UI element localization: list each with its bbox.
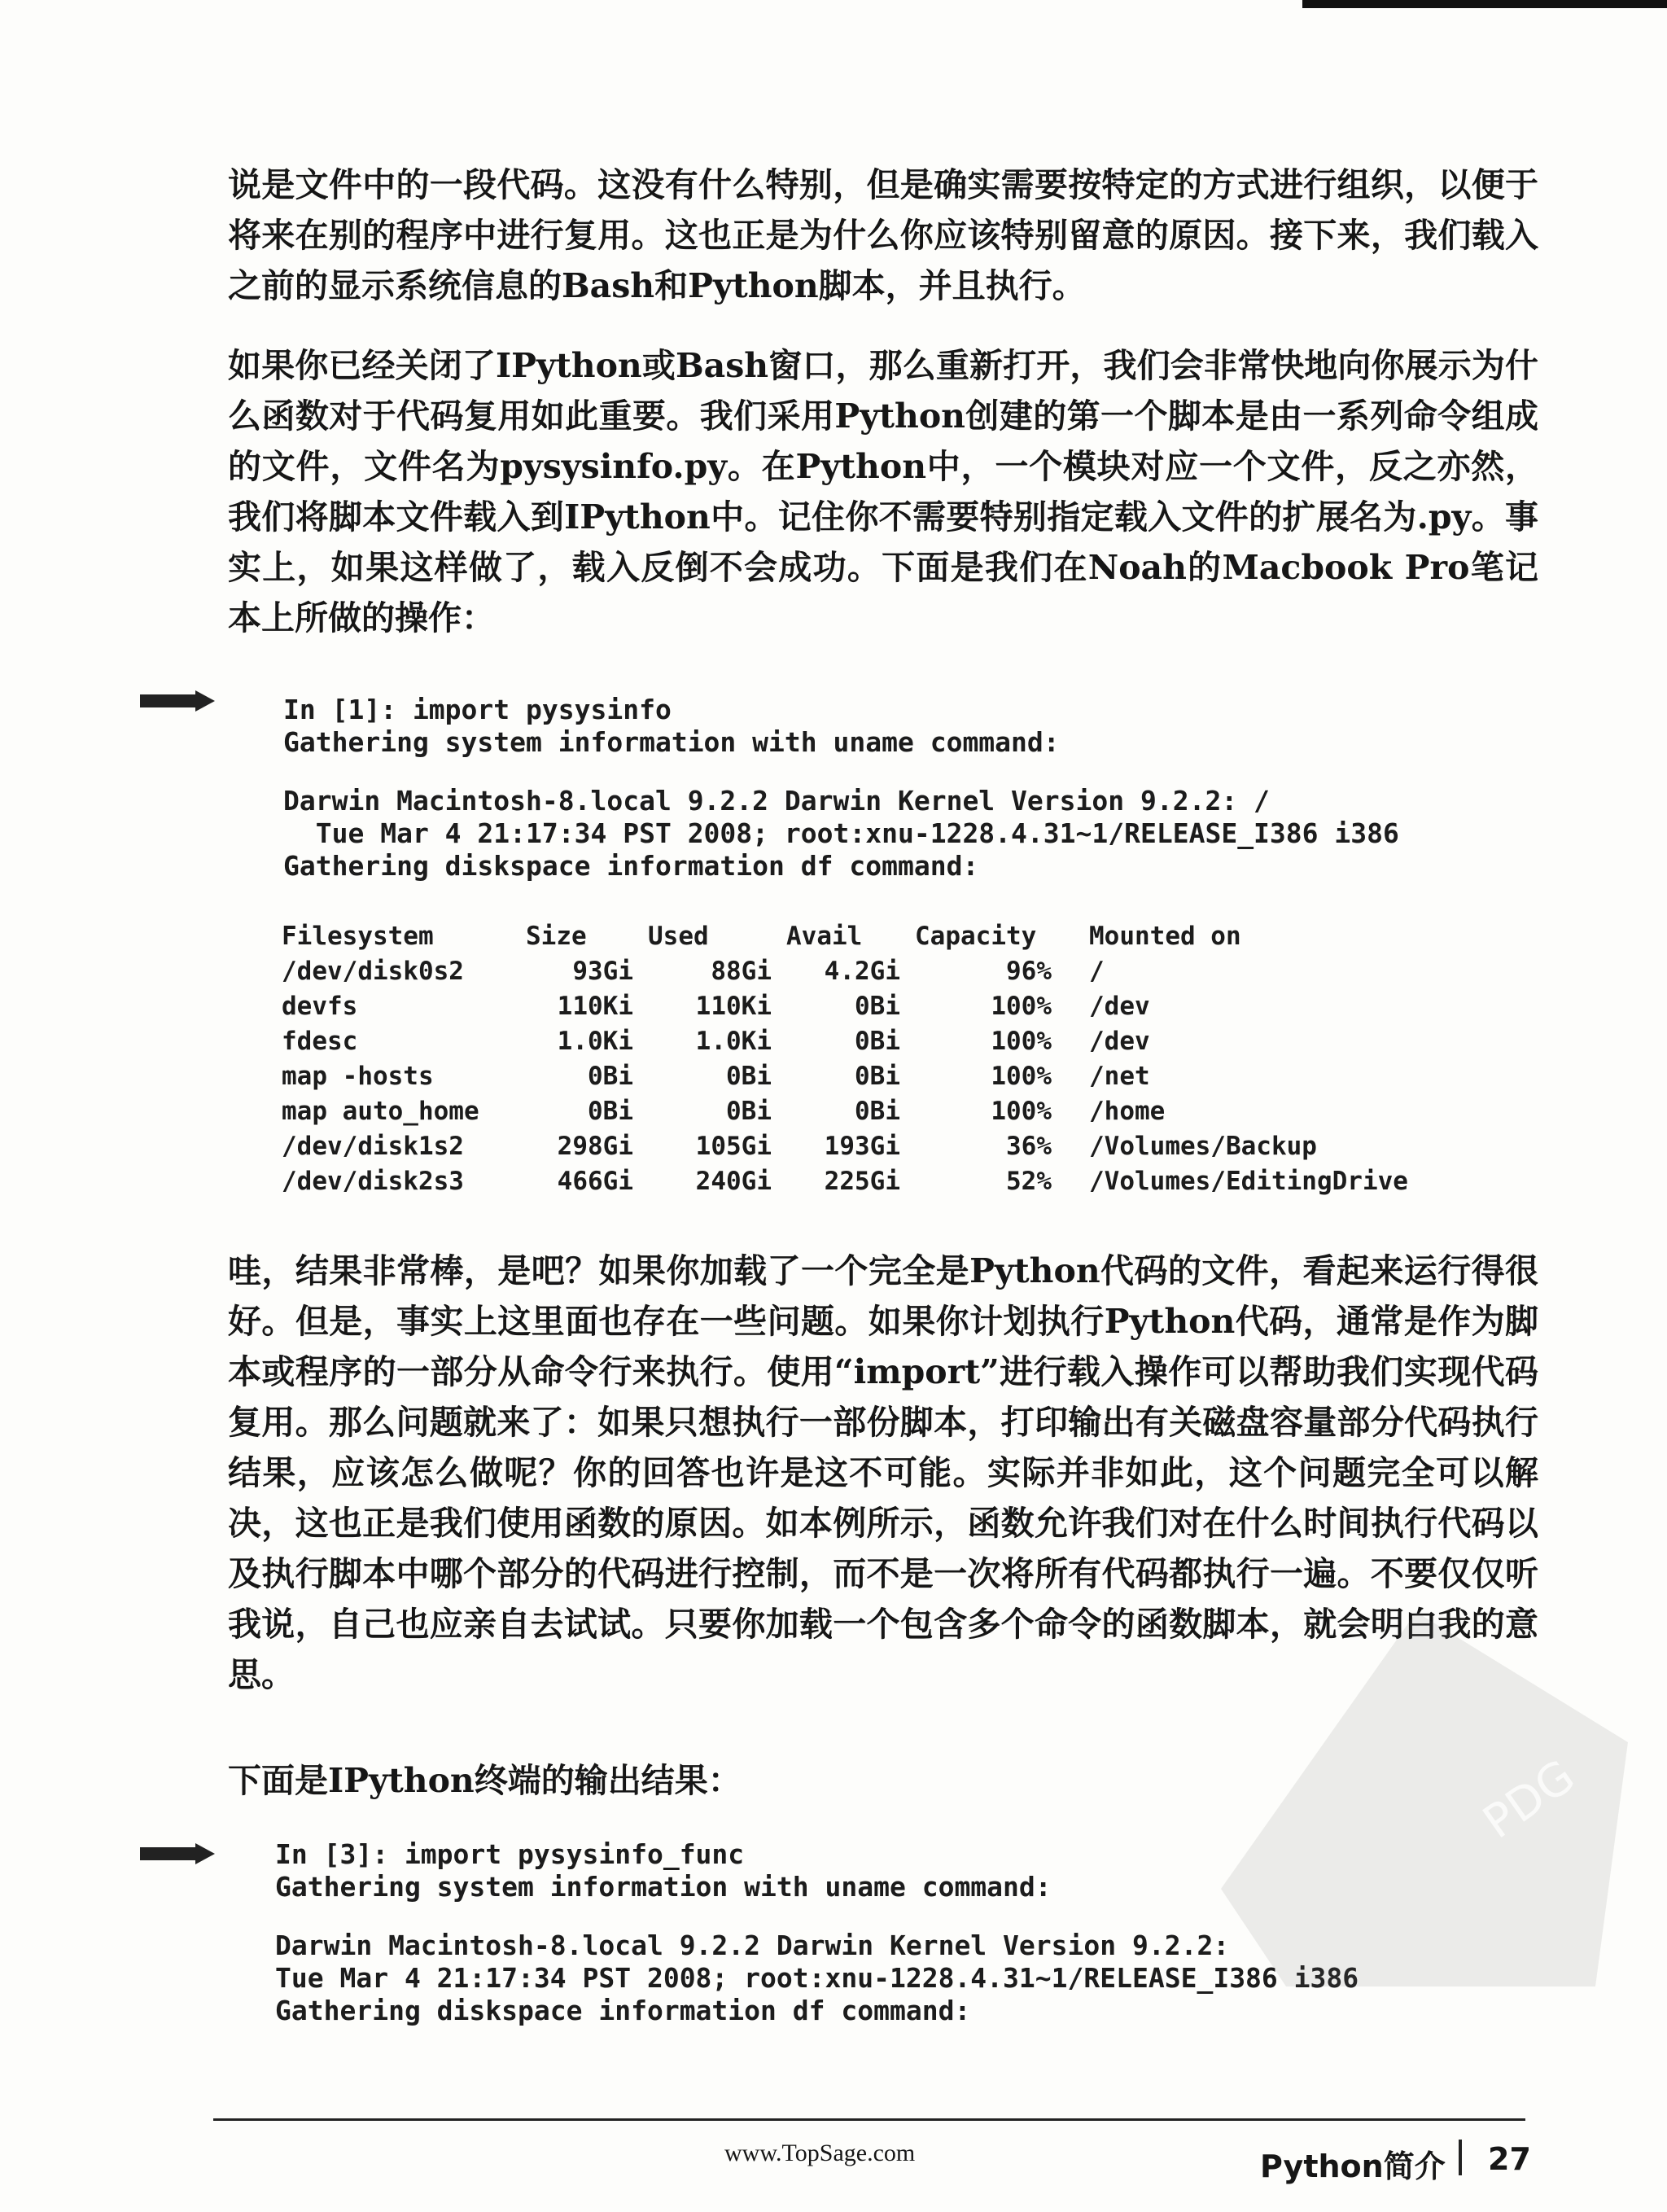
margin-arrow-icon: [140, 690, 215, 712]
table-cell: /dev/disk0s2: [282, 956, 464, 986]
table-cell: 100%: [991, 1096, 1052, 1126]
table-cell: 52%: [1006, 1166, 1052, 1196]
table-cell: 298Gi: [557, 1131, 633, 1161]
table-cell: 466Gi: [557, 1166, 633, 1196]
table-cell: 1.0Ki: [695, 1026, 772, 1056]
table-cell: 96%: [1006, 956, 1052, 986]
table-cell: 100%: [991, 991, 1052, 1021]
margin-arrow-icon: [140, 1843, 215, 1864]
footer-url: www.TopSage.com: [724, 2140, 916, 2166]
table-cell: 193Gi: [824, 1131, 900, 1161]
column-header: Avail: [786, 921, 863, 951]
column-header: Filesystem: [282, 921, 434, 951]
column-header: Capacity: [915, 921, 1037, 951]
watermark-text: PDG: [1473, 1750, 1585, 1850]
table-cell: fdesc: [282, 1026, 358, 1056]
code-line: In [1]: import pysysinfo: [283, 694, 672, 725]
table-cell: 93Gi: [572, 956, 633, 986]
table-cell: /dev: [1089, 1026, 1150, 1056]
table-cell: 110Ki: [557, 991, 633, 1021]
table-cell: 240Gi: [695, 1166, 772, 1196]
table-cell: 0Bi: [588, 1096, 633, 1126]
table-cell: /dev/disk2s3: [282, 1166, 464, 1196]
top-edge-rule: [1302, 0, 1667, 8]
table-cell: 0Bi: [855, 1061, 900, 1091]
table-cell: 110Ki: [695, 991, 772, 1021]
code-line: Gathering diskspace information df command:: [275, 1995, 971, 2026]
table-cell: 225Gi: [824, 1166, 900, 1196]
column-header: Mounted on: [1089, 921, 1241, 951]
page-number: 27: [1488, 2141, 1531, 2177]
paragraph-import-explanation: 如果你已经关闭了IPython或Bash窗口，那么重新打开，我们会非常快地向你展示为什么函数对于代码复用如此重要。我们采用Python创建的第一个脚本是由一系列命令组成的文件，文件名为pysysinfo.py。在Python中，一个模块对应一个文件，反之亦然，我们将脚本文件载入到IPython中。记住你不需要特别指定载入文件的扩展名为.py。事实上，如果这样做了，载入反倒不会成功。下面是我们在Noah的Macbook Pro笔记本上所做的操作：: [228, 346, 1538, 637]
paragraph-ipython-output: 下面是IPython终端的输出结果：: [228, 1761, 742, 1800]
df-output-table: [282, 918, 1431, 1198]
table-cell: /net: [1089, 1061, 1150, 1091]
table-header-row: [282, 918, 1431, 953]
table-row: [282, 1023, 1431, 1058]
code-line: Darwin Macintosh-8.local 9.2.2 Darwin Kernel Version 9.2.2:: [275, 1929, 1230, 1961]
paragraph-function-reuse: 哇，结果非常棒，是吧？如果你加载了一个完全是Python代码的文件，看起来运行得很好。但是，事实上这里面也存在一些问题。如果你计划执行Python代码，通常是作为脚本或程序的一部分从命令行来执行。使用“import”进行载入操作可以帮助我们实现代码复用。那么问题就来了：如果只想执行一部份脚本，打印输出有关磁盘容量部分代码执行结果，应该怎么做呢？你的回答也许是这不可能。实际并非如此，这个问题完全可以解决，这也正是我们使用函数的原因。如本例所示，函数允许我们对在什么时间执行代码以及执行脚本中哪个部分的代码进行控制，而不是一次将所有代码都执行一遍。不要仅仅听我说，自己也应亲自去试试。只要你加载一个包含多个命令的函数脚本，就会明白我的意思。: [228, 1251, 1538, 1694]
code-line: Tue Mar 4 21:17:34 PST 2008; root:xnu-1228.4.31~1/RELEASE_I386 i386: [283, 817, 1399, 849]
code-line: Tue Mar 4 21:17:34 PST 2008; root:xnu-1228.4.31~1/RELEASE_I386 i386: [275, 1962, 1359, 1994]
table-cell: 0Bi: [726, 1096, 772, 1126]
column-header: Used: [648, 921, 709, 951]
table-cell: 0Bi: [855, 991, 900, 1021]
paragraph-intro: 说是文件中的一段代码。这没有什么特别，但是确实需要按特定的方式进行组织，以便于将来在别的程序中进行复用。这也正是为什么你应该特别留意的原因。接下来，我们载入之前的显示系统信息的Bash和Python脚本，并且执行。: [228, 165, 1538, 305]
table-cell: /home: [1089, 1096, 1166, 1126]
table-cell: 100%: [991, 1061, 1052, 1091]
table-cell: 1.0Ki: [557, 1026, 633, 1056]
table-cell: 0Bi: [855, 1026, 900, 1056]
table-cell: map auto_home: [282, 1096, 479, 1126]
table-row: [282, 988, 1431, 1023]
code-line: In [3]: import pysysinfo_func: [275, 1838, 745, 1870]
table-cell: 4.2Gi: [824, 956, 900, 986]
table-cell: 36%: [1006, 1131, 1052, 1161]
table-cell: 0Bi: [588, 1061, 633, 1091]
footer-separator: [1459, 2140, 1462, 2175]
table-row: [282, 1093, 1431, 1128]
table-cell: /Volumes/EditingDrive: [1089, 1166, 1408, 1196]
table-cell: devfs: [282, 991, 358, 1021]
table-row: [282, 1163, 1431, 1198]
table-cell: map -hosts: [282, 1061, 434, 1091]
table-cell: 0Bi: [855, 1096, 900, 1126]
table-cell: /dev/disk1s2: [282, 1131, 464, 1161]
footer-rule: [213, 2118, 1525, 2121]
table-cell: 0Bi: [726, 1061, 772, 1091]
table-cell: /: [1089, 956, 1105, 986]
table-cell: /dev: [1089, 991, 1150, 1021]
code-line: Gathering system information with uname command:: [283, 726, 1060, 758]
code-block-pysysinfo: [283, 694, 1399, 883]
table-row: [282, 1128, 1431, 1163]
code-line: Gathering system information with uname command:: [275, 1871, 1052, 1903]
table-row: [282, 953, 1431, 988]
table-cell: 105Gi: [695, 1131, 772, 1161]
table-row: [282, 1058, 1431, 1093]
table-cell: 88Gi: [711, 956, 772, 986]
code-line: Gathering diskspace information df command:: [283, 850, 979, 882]
table-cell: 100%: [991, 1026, 1052, 1056]
table-cell: /Volumes/Backup: [1089, 1131, 1317, 1161]
column-header: Size: [526, 921, 587, 951]
footer-section-title: Python简介: [1260, 2148, 1446, 2184]
code-line: Darwin Macintosh-8.local 9.2.2 Darwin Kernel Version 9.2.2: /: [283, 785, 1270, 817]
watermark-seal: [1172, 1579, 1644, 2003]
